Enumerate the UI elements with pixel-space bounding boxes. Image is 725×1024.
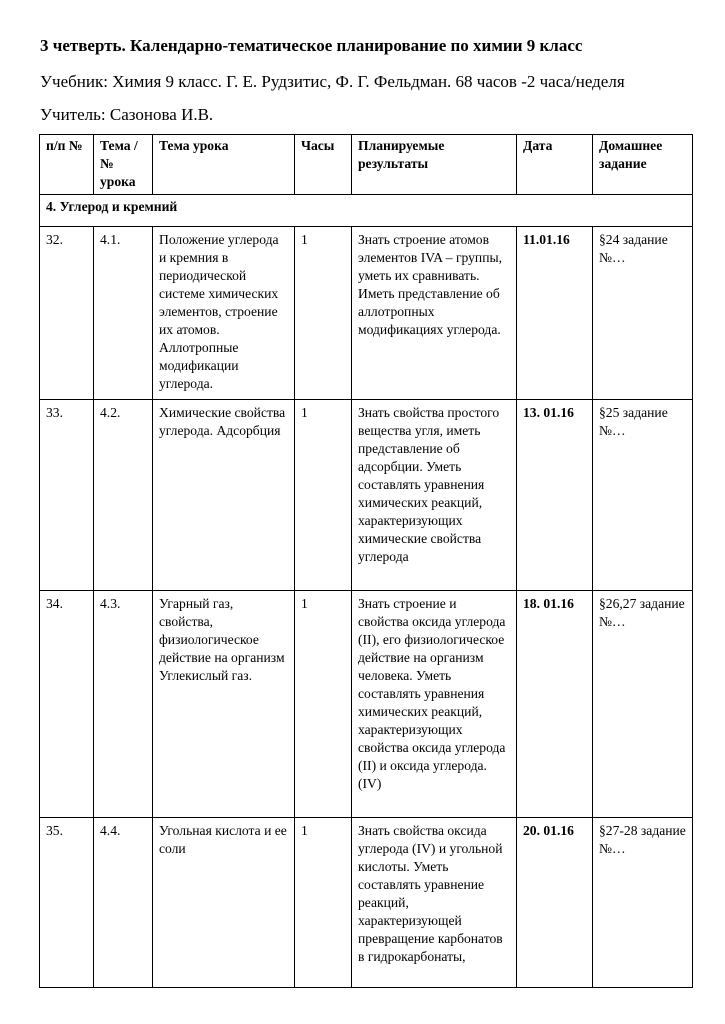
header-lesson: Тема урока bbox=[153, 135, 295, 195]
planning-table bbox=[39, 134, 693, 988]
row-topic: 4.2. bbox=[94, 400, 153, 591]
row-hours: 1 bbox=[295, 227, 352, 400]
table-header-row bbox=[40, 135, 693, 195]
row-lesson: Угарный газ, свойства, физиологическое действие на организм Углекислый газ. bbox=[153, 591, 295, 818]
row-topic: 4.4. bbox=[94, 818, 153, 988]
section-title: 4. Углерод и кремний bbox=[40, 195, 693, 227]
teacher-line: Учитель: Сазонова И.В. bbox=[40, 105, 214, 124]
table-row bbox=[40, 400, 693, 591]
header-date: Дата bbox=[517, 135, 593, 195]
row-hours: 1 bbox=[295, 818, 352, 988]
row-date: 11.01.16 bbox=[517, 227, 593, 400]
table-row bbox=[40, 818, 693, 988]
header-num: п/п № bbox=[40, 135, 94, 195]
row-num: 35. bbox=[40, 818, 94, 988]
header-homework: Домашнее задание bbox=[593, 135, 693, 195]
table-row bbox=[40, 591, 693, 818]
row-lesson: Положение углерода и кремния в периодической системе химических элементов, строение их атомов. Аллотропные модификации углерода. bbox=[153, 227, 295, 400]
row-homework: §25 задание №… bbox=[593, 400, 693, 591]
textbook-line: Учебник: Химия 9 класс. Г. Е. Рудзитис, Ф. Г. Фельдман. 68 часов -2 часа/неделя bbox=[40, 72, 625, 91]
row-hours: 1 bbox=[295, 400, 352, 591]
row-results: Знать свойства оксида углерода (IV) и угольной кислоты. Уметь составлять уравнение реакций, характеризующей превращение карбонатов в гидрокарбонаты, bbox=[352, 818, 517, 988]
page-title: 3 четверть. Календарно-тематическое планирование по химии 9 класс bbox=[40, 36, 583, 55]
row-date: 18. 01.16 bbox=[517, 591, 593, 818]
row-homework: §24 задание №… bbox=[593, 227, 693, 400]
row-date: 20. 01.16 bbox=[517, 818, 593, 988]
row-topic: 4.1. bbox=[94, 227, 153, 400]
row-results: Знать строение и свойства оксида углерода (II), его физиологическое действие на организм человека. Уметь составлять уравнения химических реакций, характеризующих свойства оксида углерода (II) и оксида углерода.(IV) bbox=[352, 591, 517, 818]
section-row bbox=[40, 195, 693, 227]
row-num: 34. bbox=[40, 591, 94, 818]
row-results: Знать строение атомов элементов IVA – группы, уметь их сравнивать. Иметь представление об аллотропных модификациях углерода. bbox=[352, 227, 517, 400]
header-hours: Часы bbox=[295, 135, 352, 195]
row-homework: §26,27 задание №… bbox=[593, 591, 693, 818]
row-num: 33. bbox=[40, 400, 94, 591]
row-topic: 4.3. bbox=[94, 591, 153, 818]
row-hours: 1 bbox=[295, 591, 352, 818]
header-results: Планируемые результаты bbox=[352, 135, 517, 195]
table-row bbox=[40, 227, 693, 400]
row-lesson: Химические свойства углерода. Адсорбция bbox=[153, 400, 295, 591]
row-homework: §27-28 задание №… bbox=[593, 818, 693, 988]
row-num: 32. bbox=[40, 227, 94, 400]
row-results: Знать свойства простого вещества угля, иметь представление об адсорбции. Уметь составлять уравнения химических реакций, характеризующих химические свойства углерода bbox=[352, 400, 517, 591]
row-date: 13. 01.16 bbox=[517, 400, 593, 591]
header-topic-num: Тема / № урока bbox=[94, 135, 153, 195]
row-lesson: Угольная кислота и ее соли bbox=[153, 818, 295, 988]
